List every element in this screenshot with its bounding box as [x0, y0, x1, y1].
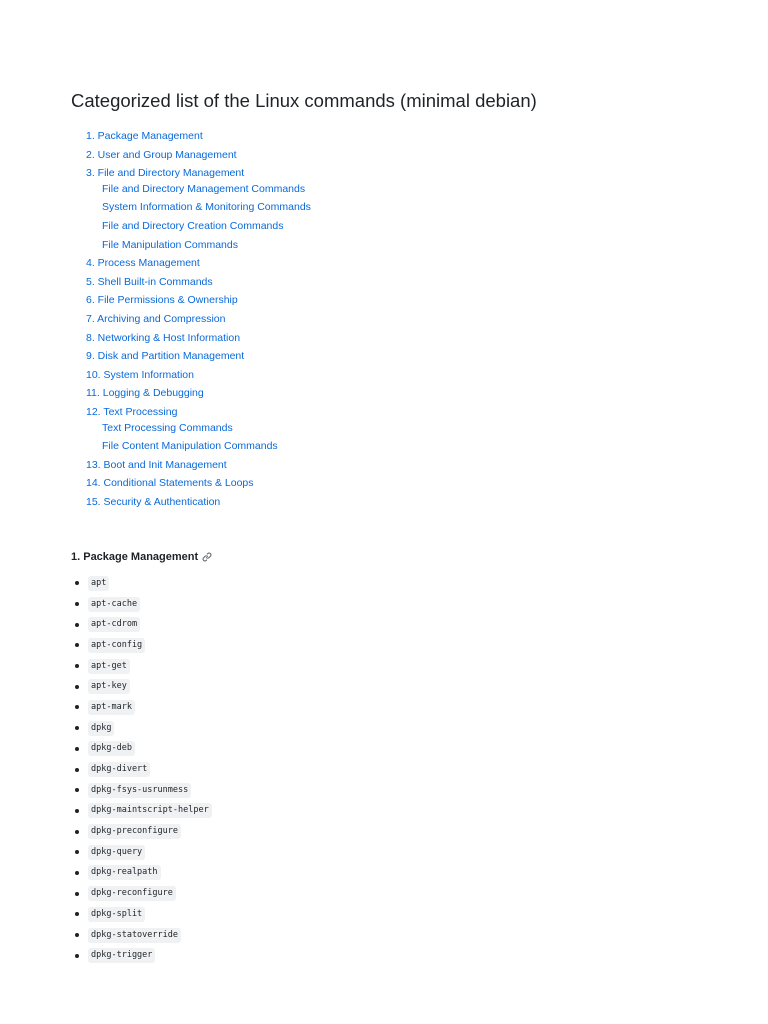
toc-item — [86, 456, 486, 475]
command-code: dpkg-realpath — [88, 865, 161, 880]
list-item — [75, 925, 212, 946]
toc-sublink[interactable]: System Information & Monitoring Commands — [102, 201, 311, 214]
toc-item — [86, 329, 486, 348]
toc-subitem — [102, 419, 486, 438]
command-code: apt-mark — [88, 700, 135, 715]
section-heading-text: 1. Package Management — [71, 551, 199, 563]
bullet-icon — [75, 830, 79, 834]
bullet-icon — [75, 747, 79, 751]
command-code: apt-get — [88, 659, 130, 674]
toc-item — [86, 164, 486, 254]
toc-sublist — [86, 180, 486, 254]
toc-subitem — [102, 437, 486, 456]
bullet-icon — [75, 933, 79, 937]
toc-link[interactable]: 2. User and Group Management — [86, 148, 237, 161]
command-code: dpkg-query — [88, 845, 145, 860]
bullet-icon — [75, 643, 79, 647]
bullet-icon — [75, 850, 79, 854]
command-code: apt-config — [88, 638, 145, 653]
bullet-icon — [75, 726, 79, 730]
toc-item — [86, 310, 486, 329]
toc-link[interactable]: 5. Shell Built-in Commands — [86, 275, 213, 288]
toc-item — [86, 493, 486, 512]
toc-sublist — [86, 419, 486, 456]
command-code: dpkg-fsys-usrunmess — [88, 783, 191, 798]
toc-link[interactable]: 6. File Permissions & Ownership — [86, 294, 238, 307]
toc-link[interactable]: 14. Conditional Statements & Loops — [86, 477, 254, 490]
toc-sublink[interactable]: Text Processing Commands — [102, 421, 233, 434]
toc-item — [86, 366, 486, 385]
list-item — [75, 697, 212, 718]
bullet-icon — [75, 788, 79, 792]
toc-item — [86, 384, 486, 403]
bullet-icon — [75, 768, 79, 772]
command-code: apt-cdrom — [88, 617, 140, 632]
bullet-icon — [75, 809, 79, 813]
list-item — [75, 594, 212, 615]
toc-item — [86, 291, 486, 310]
command-code: dpkg-reconfigure — [88, 886, 176, 901]
command-code: apt-cache — [88, 597, 140, 612]
toc-link[interactable]: 1. Package Management — [86, 130, 203, 142]
toc-item — [86, 347, 486, 366]
toc-link[interactable]: 9. Disk and Partition Management — [86, 350, 245, 363]
page-title: Categorized list of the Linux commands (minimal debian) — [71, 90, 537, 111]
toc-sublink[interactable]: File and Directory Management Commands — [102, 182, 306, 195]
list-item — [75, 676, 212, 697]
list-item — [75, 801, 212, 822]
list-item — [75, 573, 212, 594]
bullet-icon — [75, 685, 79, 689]
list-item — [75, 614, 212, 635]
list-item — [75, 656, 212, 677]
toc-item — [86, 146, 486, 165]
list-item — [75, 883, 212, 904]
bullet-icon — [75, 664, 79, 668]
table-of-contents — [86, 127, 486, 511]
bullet-icon — [75, 581, 79, 585]
list-item — [75, 780, 212, 801]
command-code: apt — [88, 576, 109, 591]
bullet-icon — [75, 602, 79, 606]
list-item — [75, 904, 212, 925]
list-item — [75, 842, 212, 863]
toc-link[interactable]: 10. System Information — [86, 368, 194, 381]
toc-item — [86, 127, 486, 146]
command-code: dpkg-maintscript-helper — [88, 803, 212, 818]
toc-sublink[interactable]: File Content Manipulation Commands — [102, 440, 278, 453]
bullet-icon — [75, 705, 79, 709]
section-heading — [71, 548, 212, 566]
toc-link[interactable]: 3. File and Directory Management — [86, 167, 245, 180]
bullet-icon — [75, 871, 79, 875]
toc-sublink[interactable]: File Manipulation Commands — [102, 238, 238, 251]
list-item — [75, 945, 212, 966]
list-item — [75, 635, 212, 656]
toc-item — [86, 474, 486, 493]
toc-link[interactable]: 15. Security & Authentication — [86, 495, 221, 508]
bullet-icon — [75, 912, 79, 916]
toc-subitem — [102, 217, 486, 236]
toc-subitem — [102, 198, 486, 217]
command-code: dpkg-statoverride — [88, 928, 181, 943]
toc-link[interactable]: 7. Archiving and Compression — [86, 312, 226, 325]
command-code: apt-key — [88, 679, 130, 694]
list-item — [75, 759, 212, 780]
toc-item — [86, 273, 486, 292]
list-item — [75, 739, 212, 760]
toc-item — [86, 403, 486, 456]
list-item — [75, 718, 212, 739]
link-icon[interactable] — [202, 552, 212, 562]
command-list — [75, 573, 212, 966]
bullet-icon — [75, 623, 79, 627]
bullet-icon — [75, 892, 79, 896]
toc-link[interactable]: 4. Process Management — [86, 257, 200, 270]
command-code: dpkg-trigger — [88, 948, 155, 963]
list-item — [75, 821, 212, 842]
toc-subitem — [102, 236, 486, 255]
list-item — [75, 863, 212, 884]
toc-link[interactable]: 12. Text Processing — [86, 405, 178, 418]
command-code: dpkg-preconfigure — [88, 824, 181, 839]
command-code: dpkg-deb — [88, 741, 135, 756]
command-code: dpkg — [88, 721, 114, 736]
toc-item — [86, 254, 486, 273]
bullet-icon — [75, 954, 79, 958]
toc-sublink[interactable]: File and Directory Creation Commands — [102, 219, 284, 232]
toc-link[interactable]: 8. Networking & Host Information — [86, 331, 241, 344]
toc-subitem — [102, 180, 486, 199]
toc-link[interactable]: 13. Boot and Init Management — [86, 458, 227, 471]
command-code: dpkg-divert — [88, 762, 150, 777]
toc-link[interactable]: 11. Logging & Debugging — [86, 387, 204, 400]
command-code: dpkg-split — [88, 907, 145, 922]
